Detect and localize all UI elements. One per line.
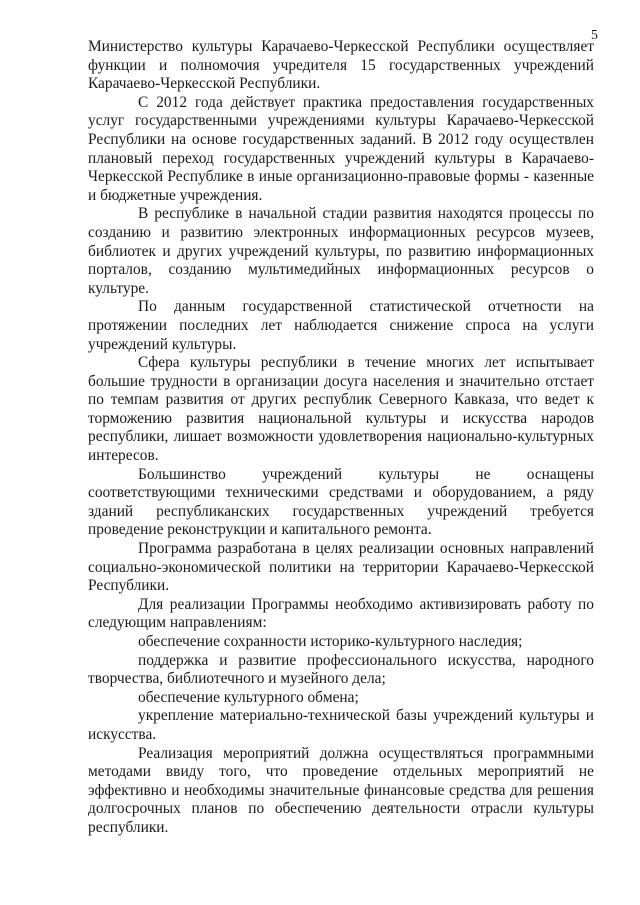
list-item-material-base: укрепление материально-технической базы учреждений культуры и искусства. xyxy=(88,707,594,743)
paragraph-program-purpose: Программа разработана в целях реализации основных направлений социально-экономической политики на территории Карачаево-Черкесской Республики. xyxy=(88,540,594,595)
paragraph-culture-difficulties: Сфера культуры республики в течение многих лет испытывает большие трудности в организации досуга населения и значительно отстает по темпам развития от других республик Северного Кавказа, что ведет к торможению развития национальной культуры и искусства народов республики, лишает возможности удовлетворения национально-культурных интересов. xyxy=(88,354,594,465)
document-body xyxy=(88,38,594,838)
list-item-professional-art: поддержка и развитие профессионального искусства, народного творчества, библиотечного и музейного дела; xyxy=(88,651,594,688)
list-item-cultural-exchange: обеспечение культурного обмена; xyxy=(138,688,359,706)
paragraph-state-services-2012: С 2012 года действует практика предоставления государственных услуг государственными учреждениями культуры Карачаево-Черкесской Республики на основе государственных заданий. В 2012 году осуществлен плановый переход государственных учреждений культуры в Карачаево-Черкесской Республике в иные организационно-правовые формы - казенные и бюджетные учреждения. xyxy=(88,93,594,204)
paragraph-statistics-demand: По данным государственной статистической отчетности на протяжении последних лет наблюдается снижение спроса на услуги учреждений культуры. xyxy=(88,298,594,353)
paragraph-program-methods: Реализация мероприятий должна осуществляться программными методами ввиду того, что проведение отдельных мероприятий не эффективно и необходимы значительные финансовые средства для решения долгосрочных планов по обеспечению деятельности отрасли культуры республики. xyxy=(88,744,594,836)
paragraph-equipment-repair: Большинство учреждений культуры не оснащены соответствующими техническими средствами и оборудованием, а ряду зданий республиканских государственных учреждений требуется проведение реконструкции и капитального ремонта. xyxy=(88,465,594,539)
paragraph-ministry-functions: Министерство культуры Карачаево-Черкесской Республики осуществляет функции и полномочия учредителя 15 государственных учреждений Карачаево-Черкесской Республики. xyxy=(88,38,594,93)
paragraph-electronic-resources: В республике в начальной стадии развития находятся процессы по созданию и развитию электронных информационных ресурсов музеев, библиотек и других учреждений культуры, по развитию информационных порталов, созданию мультимедийных информационных ресурсов о культуре. xyxy=(88,205,594,297)
paragraph-program-directions: Для реализации Программы необходимо активизировать работу по следующим направлениям: xyxy=(88,595,594,632)
page-number: 5 xyxy=(591,28,598,43)
list-item-heritage: обеспечение сохранности историко-культурного наследия; xyxy=(138,633,523,650)
